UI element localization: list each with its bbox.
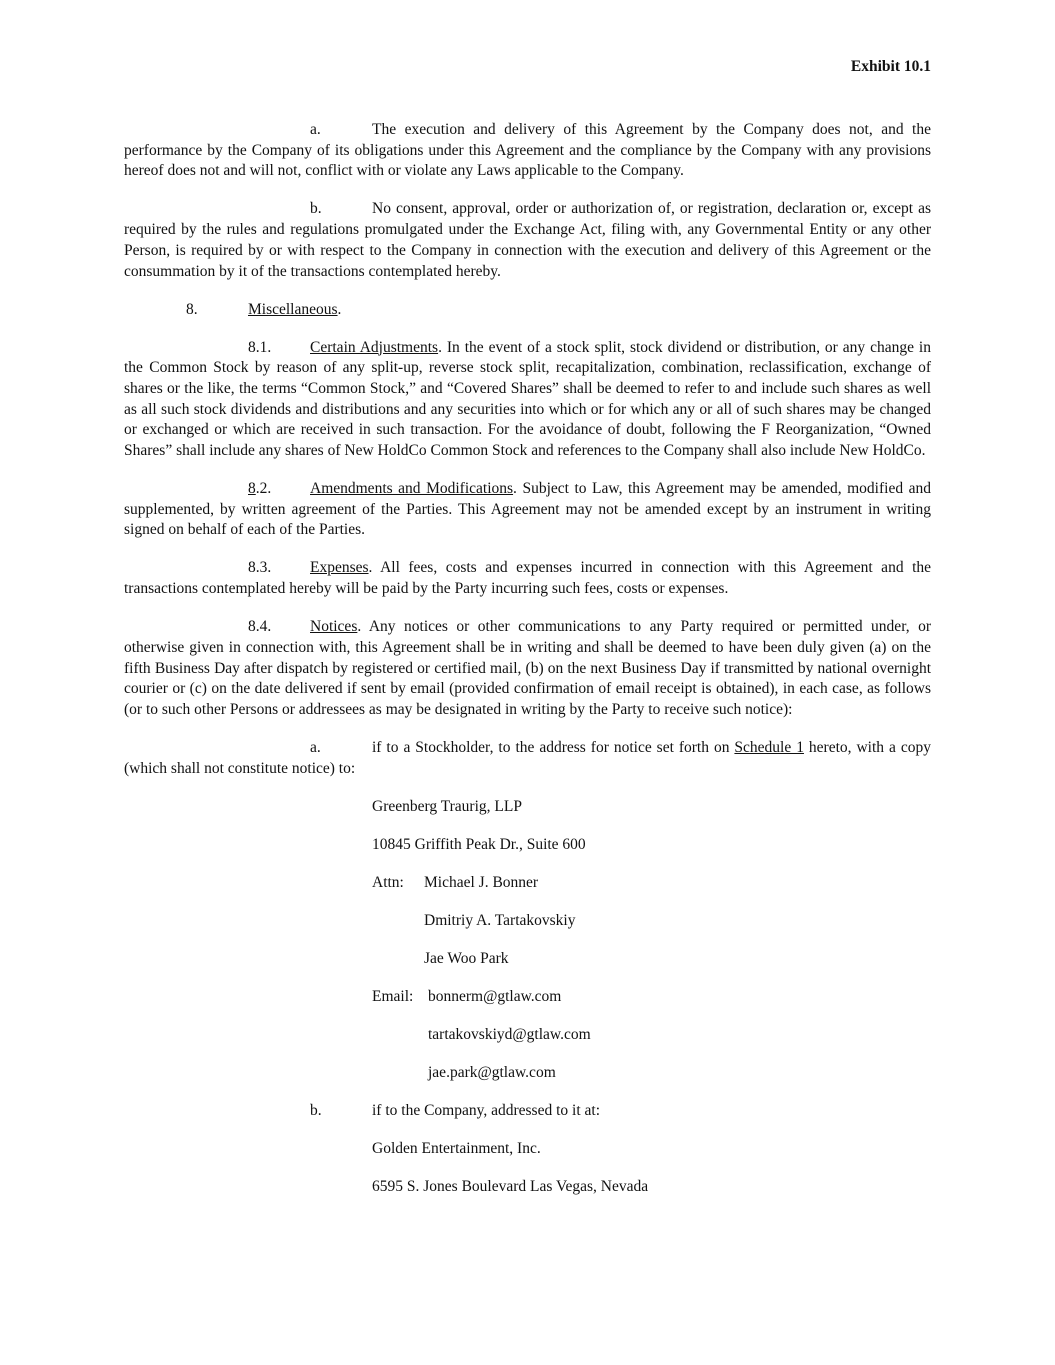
document-body: [124, 120, 931, 1215]
email-address: bonnerm@gtlaw.com: [428, 987, 562, 1005]
notice-b: [124, 1101, 931, 1122]
section-number: 8.4.: [248, 618, 272, 636]
section-title: Miscellaneous: [248, 300, 338, 318]
paragraph-marker: a.: [310, 121, 321, 138]
email-label: Email:: [372, 987, 414, 1005]
section-number: 8.3.: [248, 559, 272, 577]
section-number: [248, 479, 310, 500]
section-8-4: [124, 617, 931, 721]
section-number: 8.: [186, 300, 198, 318]
notice-text-after: hereto, with a copy (which shall not constitute notice) to:: [124, 738, 931, 777]
section-8-2: [124, 479, 931, 541]
section-8-heading: [124, 300, 931, 321]
gt-firm-name: Greenberg Traurig, LLP: [372, 797, 522, 815]
paragraph-marker: a.: [310, 738, 321, 756]
gt-attn-line: Dmitriy A. Tartakovskiy: [424, 911, 576, 929]
section-number-rest: .2.: [255, 480, 272, 498]
gt-email-line: jae.park@gtlaw.com: [428, 1063, 556, 1081]
gt-email-line: tartakovskiyd@gtlaw.com: [428, 1025, 591, 1043]
section-title-suffix: .: [337, 300, 342, 318]
notice-a: [124, 738, 931, 779]
company-address: 6595 S. Jones Boulevard Las Vegas, Nevada: [372, 1177, 649, 1195]
paragraph-marker: b.: [310, 1101, 322, 1119]
section-text: . All fees, costs and expenses incurred in connection with this Agreement and the transactions contemplated hereby will be paid by the Party incurring such fees, costs or expenses.: [124, 559, 931, 598]
section-8-1: [124, 338, 931, 462]
schedule-1-reference: Schedule 1: [734, 738, 804, 756]
section-text: . Any notices or other communications to any Party required or permitted under, or otherwise given in connection with, this Agreement shall be in writing and shall be deemed to have been duly given (a) on the fifth Business Day after dispatch by registered or certified mail, (b) on the next Business Day if transmitted by national overnight courier or (c) on the date delivered if sent by email (provided confirmation of email receipt is obtained), in each case, as follows (or to such other Persons or addressees as may be designated in writing by the Party to receive such notice):: [124, 618, 931, 718]
paragraph-text: No consent, approval, order or authorization of, or registration, declaration or, except as required by the rules and regulations promulgated under the Exchange Act, filing with, any Governmental Entity or any other Person, is required by or with respect to the Company in connection with the execution and delivery of this Agreement or the consummation by it of the transactions contemplated hereby.: [124, 200, 931, 280]
notice-text-before: if to a Stockholder, to the address for notice set forth on: [372, 738, 735, 756]
section-8-3: [124, 558, 931, 599]
section-title: Certain Adjustments: [310, 338, 439, 356]
section-title: Expenses: [310, 559, 369, 577]
notice-b-text: if to the Company, addressed to it at:: [372, 1101, 601, 1119]
section-number-underlined: 8: [248, 480, 256, 498]
gt-attn-line: Jae Woo Park: [424, 949, 509, 967]
company-name: Golden Entertainment, Inc.: [372, 1139, 541, 1157]
gt-email-line: [124, 987, 931, 1008]
paragraph-a: [124, 120, 931, 182]
paragraph-marker: b.: [310, 200, 322, 218]
section-title: Amendments and Modifications: [310, 480, 514, 498]
paragraph-b: [124, 199, 931, 282]
exhibit-label: Exhibit 10.1: [850, 58, 931, 75]
paragraph-text: The execution and delivery of this Agreement by the Company does not, and the performance by the Company of its obligations under this Agreement and the compliance by the Company with any provisions hereof does not and will not, conflict with or violate any Laws applicable to the Company.: [124, 121, 931, 180]
section-title: Notices: [310, 618, 358, 636]
attn-label: Attn:: [372, 873, 404, 891]
section-number: 8.1.: [248, 338, 272, 356]
section-text: . Subject to Law, this Agreement may be amended, modified and supplemented, by written agreement of the Parties. This Agreement may not be amended except by an instrument in writing signed on behalf of each of the Parties.: [124, 480, 931, 539]
gt-attn-line: [124, 873, 931, 894]
attn-name: Michael J. Bonner: [424, 873, 539, 891]
section-text: . In the event of a stock split, stock dividend or distribution, or any change in the Common Stock by reason of any split-up, reverse stock split, recapitalization, combination, reclassification, exchange of shares or the like, the terms “Common Stock,” and “Covered Shares” shall be deemed to refer to and include such shares as well as all such stock dividends and distributions and any securities into which or for which any or all of such shares may be changed or exchanged or which are received in such transaction. For the avoidance of doubt, following the F Reorganization, “Owned Shares” shall include any shares of New HoldCo Common Stock and references to the Company shall also include New HoldCo.: [124, 338, 931, 460]
gt-address: 10845 Griffith Peak Dr., Suite 600: [372, 835, 586, 853]
